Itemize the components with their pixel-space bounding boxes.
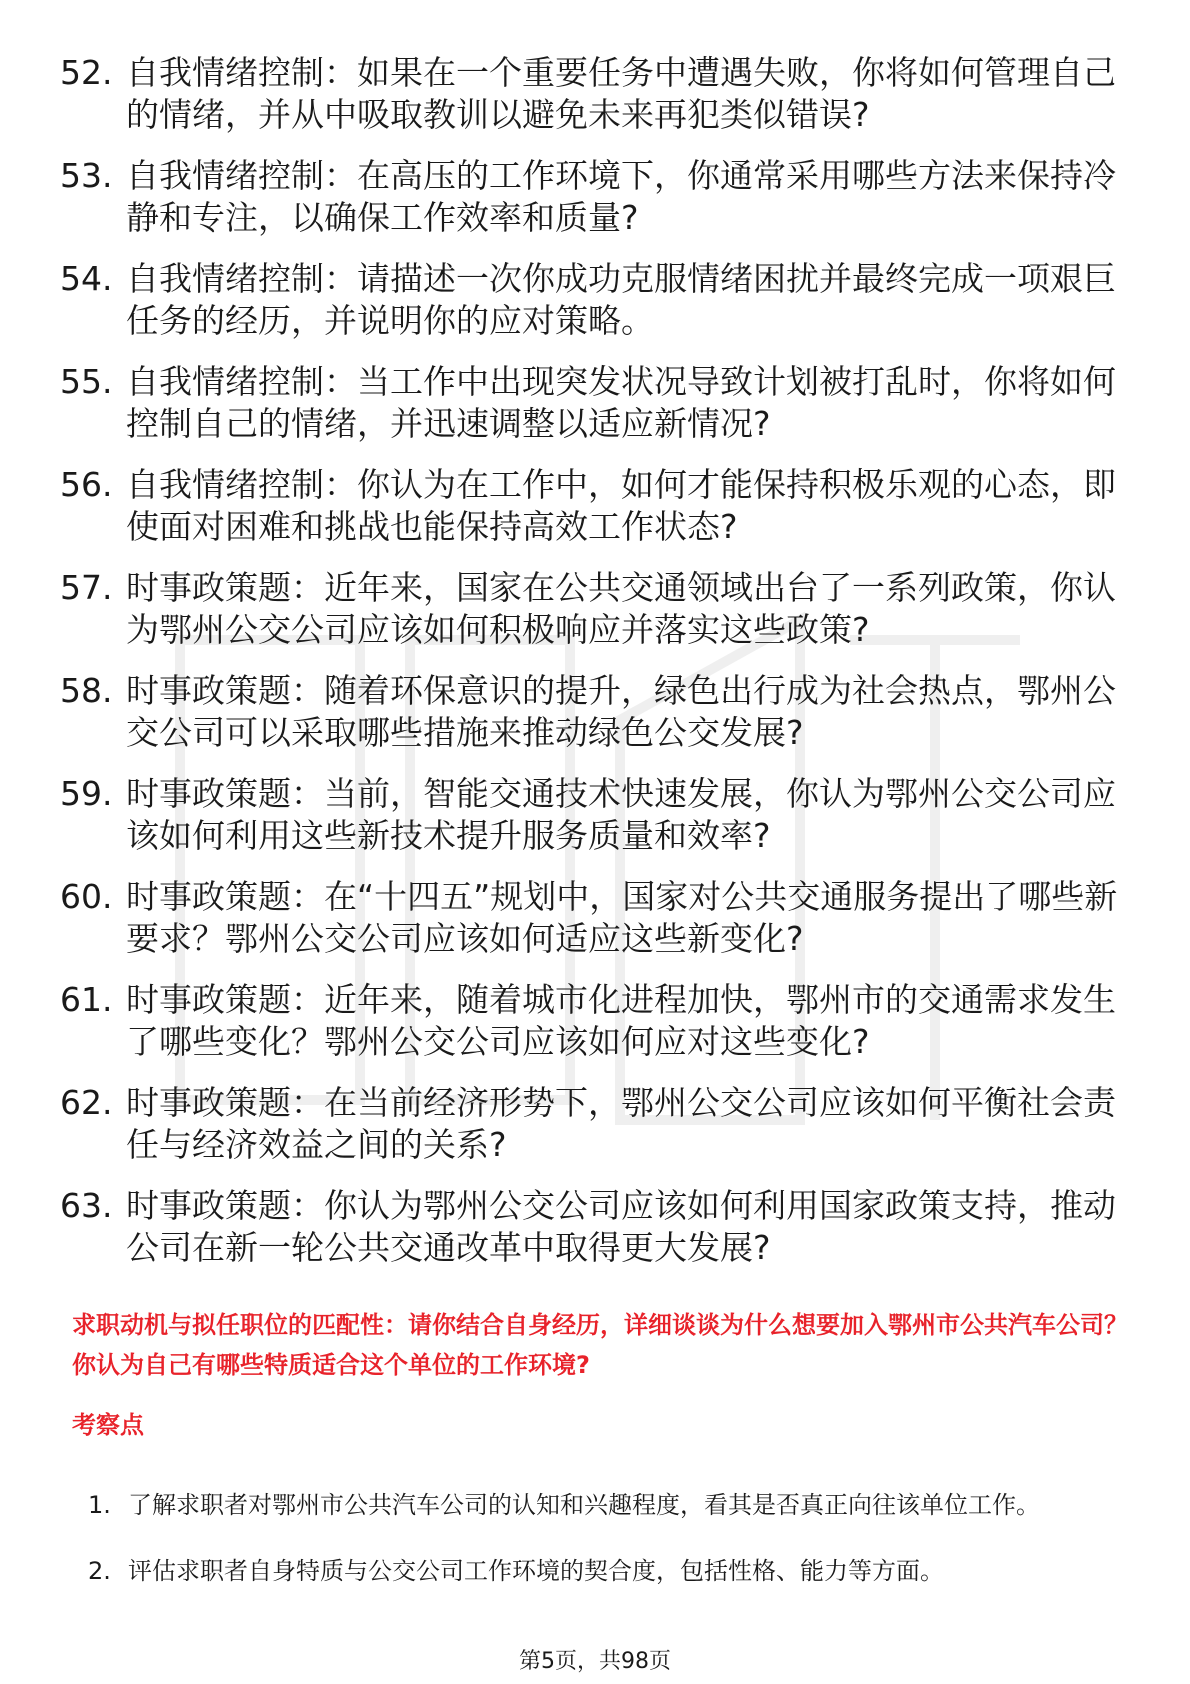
question-item-52 <box>60 52 1120 136</box>
question-text: 时事政策题：近年来，国家在公共交通领域出台了一系列政策，你认为鄂州公交公司应该如何积极响应并落实这些政策? <box>126 568 1116 649</box>
question-number: 53. <box>60 156 113 195</box>
point-text: 了解求职者对鄂州市公共汽车公司的认知和兴趣程度，看其是否真正向往该单位工作。 <box>128 1491 1040 1519</box>
question-text: 时事政策题：在“十四五”规划中，国家对公共交通服务提出了哪些新要求？鄂州公交公司应该如何适应这些新变化? <box>126 877 1118 958</box>
point-number: 1. <box>88 1491 111 1519</box>
page-footer: 第5页，共98页 <box>519 1649 671 1674</box>
question-item-55 <box>60 361 1120 445</box>
question-number: 54. <box>60 259 113 298</box>
highlighted-question: 求职动机与拟任职位的匹配性：请你结合自身经历，详细谈谈为什么想要加入鄂州市公共汽车公司？你认为自己有哪些特质适合这个单位的工作环境? <box>72 1311 1128 1379</box>
question-number: 58. <box>60 671 113 710</box>
question-item-60 <box>60 876 1120 960</box>
assessment-points-list <box>80 1476 1130 1608</box>
question-item-61 <box>60 979 1120 1063</box>
question-number: 63. <box>60 1186 113 1225</box>
question-item-59 <box>60 773 1120 857</box>
assessment-point <box>80 1542 1130 1600</box>
question-text: 自我情绪控制：当工作中出现突发状况导致计划被打乱时，你将如何控制自己的情绪，并迅速调整以适应新情况? <box>126 362 1116 443</box>
point-text: 评估求职者自身特质与公交公司工作环境的契合度，包括性格、能力等方面。 <box>128 1557 944 1585</box>
question-item-63 <box>60 1185 1120 1269</box>
question-item-58 <box>60 670 1120 754</box>
question-text: 时事政策题：当前，智能交通技术快速发展，你认为鄂州公交公司应该如何利用这些新技术提升服务质量和效率? <box>126 774 1116 855</box>
question-item-57 <box>60 567 1120 651</box>
assessment-point <box>80 1476 1130 1534</box>
question-text: 时事政策题：你认为鄂州公交公司应该如何利用国家政策支持，推动公司在新一轮公共交通改革中取得更大发展? <box>126 1186 1116 1267</box>
question-item-53 <box>60 155 1120 239</box>
question-number: 59. <box>60 774 113 813</box>
question-text: 时事政策题：随着环保意识的提升，绿色出行成为社会热点，鄂州公交公司可以采取哪些措施来推动绿色公交发展? <box>126 671 1116 752</box>
question-number: 61. <box>60 980 113 1019</box>
question-number: 56. <box>60 465 113 504</box>
point-number: 2. <box>88 1557 111 1585</box>
question-item-56 <box>60 464 1120 548</box>
question-number: 60. <box>60 877 113 916</box>
question-number: 62. <box>60 1083 113 1122</box>
section-title: 考察点 <box>72 1411 144 1439</box>
question-number: 55. <box>60 362 113 401</box>
question-text: 自我情绪控制：你认为在工作中，如何才能保持积极乐观的心态，即使面对困难和挑战也能保持高效工作状态? <box>126 465 1116 546</box>
question-item-62 <box>60 1082 1120 1166</box>
question-text: 自我情绪控制：如果在一个重要任务中遭遇失败，你将如何管理自己的情绪，并从中吸取教训以避免未来再犯类似错误? <box>126 53 1116 134</box>
question-number: 52. <box>60 53 113 92</box>
question-text: 时事政策题：近年来，随着城市化进程加快，鄂州市的交通需求发生了哪些变化？鄂州公交公司应该如何应对这些变化? <box>126 980 1116 1061</box>
question-text: 自我情绪控制：在高压的工作环境下，你通常采用哪些方法来保持冷静和专注，以确保工作效率和质量? <box>126 156 1116 237</box>
question-item-54 <box>60 258 1120 342</box>
question-text: 自我情绪控制：请描述一次你成功克服情绪困扰并最终完成一项艰巨任务的经历，并说明你的应对策略。 <box>126 259 1116 340</box>
question-text: 时事政策题：在当前经济形势下，鄂州公交公司应该如何平衡社会责任与经济效益之间的关系? <box>126 1083 1116 1164</box>
question-number: 57. <box>60 568 113 607</box>
question-list <box>60 52 1120 1288</box>
